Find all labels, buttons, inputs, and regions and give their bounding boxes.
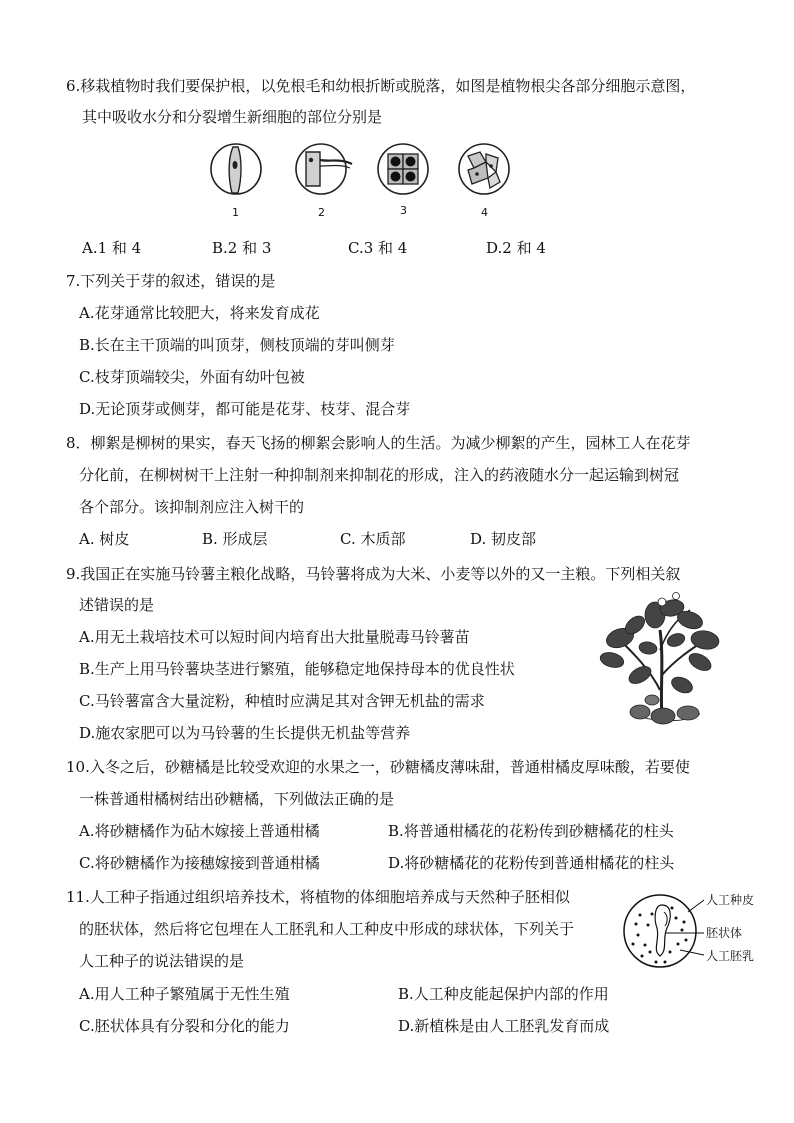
cell-label-1: 1 — [232, 206, 239, 219]
q7-stem: 7.下列关于芽的叙述，错误的是 — [66, 272, 276, 290]
q8-stem-line2: 分化前，在柳树树干上注射一种抑制剂来抑制花的形成，注入的药液随水分一起运输到树冠 — [79, 466, 680, 484]
q6-option-c: C.3 和 4 — [348, 239, 408, 257]
q9-stem-line2: 述错误的是 — [79, 596, 155, 614]
q8-option-d: D. 韧皮部 — [470, 530, 537, 548]
label-embryoid: 胚状体 — [706, 926, 743, 940]
q7-option-c: C.枝芽顶端较尖，外面有幼叶包被 — [79, 368, 305, 386]
q11-option-a: A.用人工种子繁殖属于无性生殖 — [79, 985, 290, 1003]
q10-stem-line2: 一株普通柑橘树结出砂糖橘，下列做法正确的是 — [79, 790, 395, 808]
q7-option-a: A.花芽通常比较肥大，将来发育成花 — [79, 304, 320, 322]
q6-option-d: D.2 和 4 — [486, 239, 546, 257]
cell-label-4: 4 — [481, 206, 488, 219]
q8-option-c: C. 木质部 — [340, 530, 406, 548]
q11-option-c: C.胚状体具有分裂和分化的能力 — [79, 1017, 290, 1035]
q10-stem-line1: 10.入冬之后，砂糖橘是比较受欢迎的水果之一，砂糖橘皮薄味甜，普通柑橘皮厚味酸，若要使 — [66, 758, 690, 776]
q11-stem-line2: 的胚状体，然后将它包埋在人工胚乳和人工种皮中形成的球状体，下列关于 — [79, 920, 575, 938]
q9-option-a: A.用无土栽培技术可以短时间内培育出大批量脱毒马铃薯苗 — [79, 628, 470, 646]
q10-option-d: D.将砂糖橘花的花粉传到普通柑橘花的柱头 — [388, 854, 675, 872]
q10-option-a: A.将砂糖橘作为砧木嫁接上普通柑橘 — [79, 822, 320, 840]
q8-option-a: A. 树皮 — [79, 530, 130, 548]
q8-option-b: B. 形成层 — [202, 530, 268, 548]
q6-option-a: A.1 和 4 — [82, 239, 142, 257]
q6-stem-line2: 其中吸收水分和分裂增生新细胞的部位分别是 — [82, 108, 383, 126]
q11-option-d: D.新植株是由人工胚乳发育而成 — [398, 1017, 610, 1035]
q9-option-c: C.马铃薯富含大量淀粉，种植时应满足其对含钾无机盐的需求 — [79, 692, 485, 710]
q11-stem-line1: 11.人工种子指通过组织培养技术，将植物的体细胞培养成与天然种子胚相似 — [66, 888, 570, 906]
q11-stem-line3: 人工种子的说法错误的是 — [79, 952, 245, 970]
q9-stem-line1: 9.我国正在实施马铃薯主粮化战略，马铃薯将成为大米、小麦等以外的又一主粮。下列相关叙 — [66, 565, 681, 583]
label-artificial-endosperm: 人工胚乳 — [706, 949, 755, 963]
q6-stem-line1: 6.移栽植物时我们要保护根，以免根毛和幼根折断或脱落，如图是植物根尖各部分细胞示意图， — [66, 77, 696, 95]
q8-stem-line3: 各个部分。该抑制剂应注入树干的 — [79, 498, 305, 516]
q9-option-d: D.施农家肥可以为马铃薯的生长提供无机盐等营养 — [79, 724, 411, 742]
q11-option-b: B.人工种皮能起保护内部的作用 — [398, 985, 609, 1003]
cell-label-2: 2 — [318, 206, 325, 219]
q7-option-d: D.无论顶芽或侧芽，都可能是花芽、枝芽、混合芽 — [79, 400, 411, 418]
q9-option-b: B.生产上用马铃薯块茎进行繁殖，能够稳定地保持母本的优良性状 — [79, 660, 515, 678]
cell-label-3: 3 — [400, 204, 407, 217]
q6-option-b: B.2 和 3 — [212, 239, 272, 257]
q7-option-b: B.长在主干顶端的叫顶芽，侧枝顶端的芽叫侧芽 — [79, 336, 395, 354]
q10-option-b: B.将普通柑橘花的花粉传到砂糖橘花的柱头 — [388, 822, 674, 840]
label-artificial-seed-coat: 人工种皮 — [706, 893, 755, 907]
q8-stem-line1: 8．柳絮是柳树的果实，春天飞扬的柳絮会影响人的生活。为减少柳絮的产生，园林工人在花芽 — [66, 434, 691, 452]
q10-option-c: C.将砂糖橘作为接穗嫁接到普通柑橘 — [79, 854, 320, 872]
